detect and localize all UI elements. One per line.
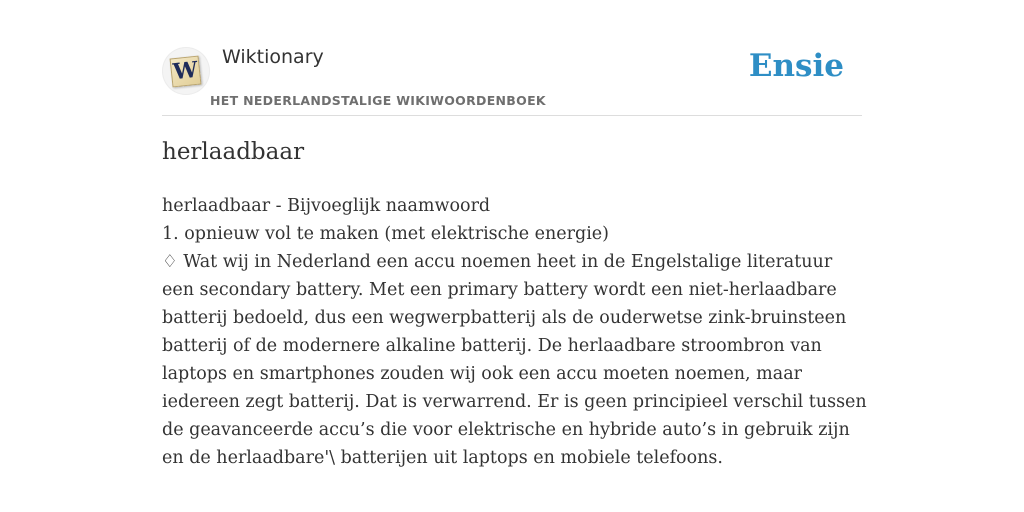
site-name[interactable]: Wiktionary [222,46,324,68]
definition-line: 1. opnieuw vol te maken (met elektrische energie) [162,224,609,244]
part-of-speech-line: herlaadbaar - Bijvoeglijk naamwoord [162,196,491,216]
entry-title: herlaadbaar [162,139,305,165]
header [162,40,862,116]
entry-content [162,192,867,472]
ensie-brand-link[interactable]: Ensie [748,48,844,84]
site-tagline: HET NEDERLANDSTALIGE WIKIWOORDENBOEK [210,93,546,108]
wiktionary-tile-icon: W [170,56,202,88]
wiktionary-logo[interactable] [162,47,210,95]
example-paragraph: ♢ Wat wij in Nederland een accu noemen heet in de Engelstalige literatuur een secondary battery. Met een primary battery wordt een niet-herlaadbare batterij bedoeld, dus een wegwerpbatterij als de ouderwetse zink-bruinsteen batterij of de modernere alkaline batterij. De herlaadbare stroombron van laptops en smartphones zouden wij ook een accu moeten noemen, maar iedereen zegt batterij. Dat is verwarrend. Er is geen principieel verschil tussen de geavanceerde accu’s die voor elektrische en hybride auto’s in gebruik zijn en de herlaadbare'\ batterijen uit laptops en mobiele telefoons. [162,252,867,468]
